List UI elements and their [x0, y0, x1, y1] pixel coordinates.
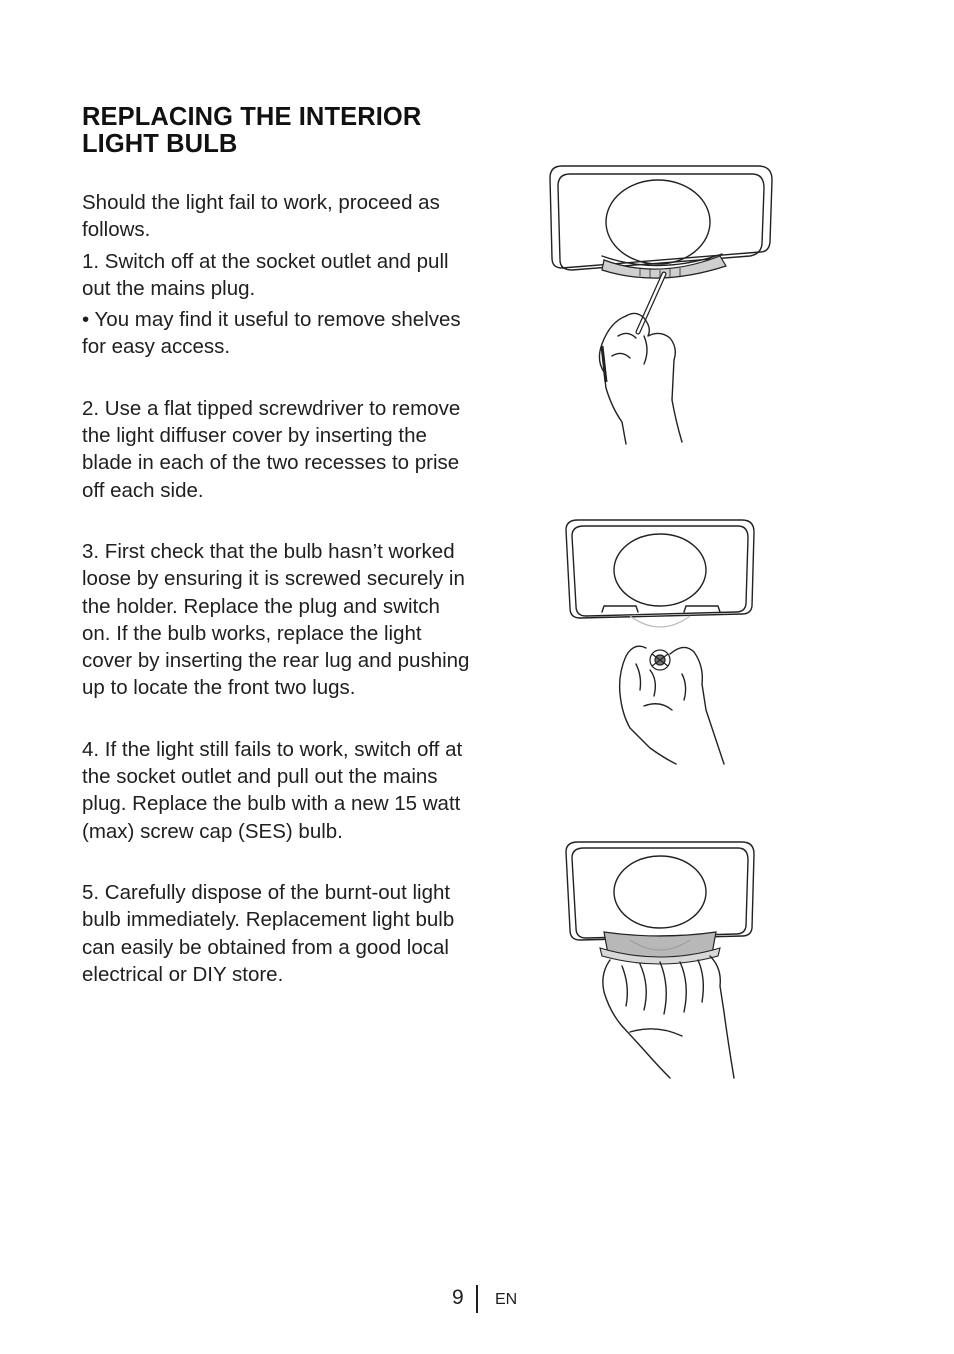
intro-paragraph: Should the light fail to work, proceed as follows. — [82, 191, 440, 242]
instructions-column — [82, 189, 472, 988]
bulb-hand-icon — [560, 514, 760, 770]
step-3-paragraph: 3. First check that the bulb hasn’t worked loose by ensuring it is screwed securely in the holder. Replace the plug and switch on. If the bulb works, replace the light cover by inserting the rear lug and pushing up to locate the front two lugs. — [82, 539, 470, 700]
section-heading: REPLACING THE INTERIOR LIGHT BULB — [82, 103, 422, 158]
step-2-paragraph: 2. Use a flat tipped screwdriver to remove the light diffuser cover by inserting the blade in each of the two recesses to prise off each side. — [82, 396, 461, 502]
step-5-paragraph: 5. Carefully dispose of the burnt-out light bulb immediately. Replacement light bulb can easily be obtained from a good local electrical or DIY store. — [82, 880, 455, 986]
screwdriver-hand-icon — [540, 160, 780, 450]
illustration-remove-cover — [540, 160, 780, 450]
step-1-paragraph: 1. Switch off at the socket outlet and pull out the mains plug. — [82, 249, 449, 300]
illustration-replace-cover — [560, 836, 760, 1082]
page-footer — [0, 1284, 954, 1314]
page-number: 9 — [452, 1286, 464, 1309]
language-code: EN — [495, 1291, 518, 1308]
step-4-paragraph: 4. If the light still fails to work, switch off at the socket outlet and pull out the mains plug. Replace the bulb with a new 15 watt (max) screw cap (SES) bulb. — [82, 737, 463, 843]
cover-hand-icon — [560, 836, 760, 1082]
footer-divider — [476, 1285, 478, 1313]
illustration-check-bulb — [560, 514, 760, 770]
tip-paragraph: • You may find it useful to remove shelves for easy access. — [82, 308, 461, 359]
